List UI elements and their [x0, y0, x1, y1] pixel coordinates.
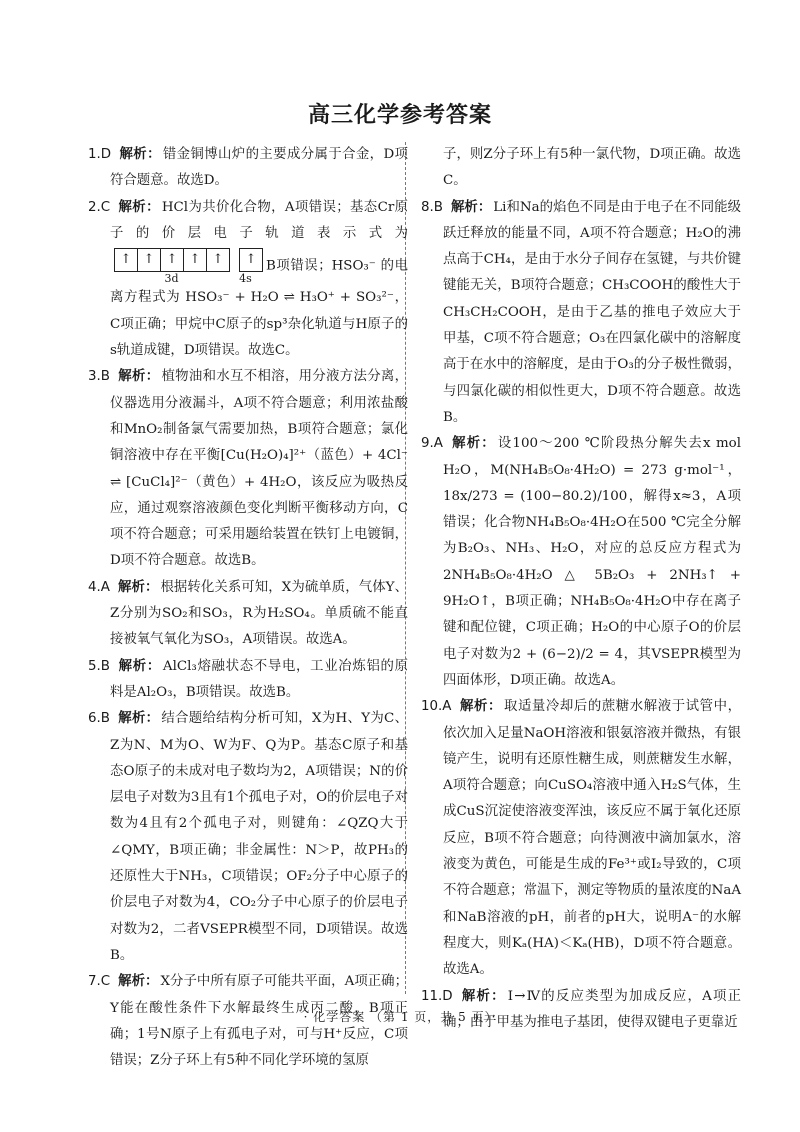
- analysis-label: 解析：: [460, 988, 506, 1004]
- orbital-label-4s: 4s: [239, 272, 252, 286]
- answer-q7-continued: 子，则Z分子环上有5种一氯代物，D项正确。故选C。: [443, 147, 741, 189]
- answer-q2: [88, 195, 408, 365]
- orbital-box-3d-5: ↑: [206, 248, 230, 272]
- right-column: [421, 142, 741, 1036]
- q7-label: 7.C: [88, 974, 111, 990]
- orbital-box-4s: ↑: [239, 248, 263, 272]
- left-column: [88, 142, 408, 1074]
- answer-q10: [421, 694, 741, 983]
- q5-label: 5.B: [88, 658, 110, 674]
- answer-q5: [88, 654, 408, 707]
- answer-q8: [421, 195, 741, 432]
- answer-q4: [88, 575, 408, 654]
- analysis-label: 解析：: [117, 711, 160, 727]
- q9-text: 设100～200 ℃阶段热分解失去x mol H₂O，M(NH₄B₅O₈·4H₂O) = 273 g·mol⁻¹，18x/273 = (100−80.2)/100，解得x≈3，A项错误；化合物NH₄B₅O₈·4H₂O在500 ℃完全分解为B₂O₃、NH₃、H₂O，对应的总反应方程式为2NH₄B₅O₈·4H₂O △ 5B₂O₃ + 2NH₃↑ + 9H₂O↑，B项正确；NH₄B₅O₈·4H₂O中存在离子键和配位键，C项正确；H₂O的中心原子O的价层电子对数为2 + (6−2)/2 = 4，其VSEPR模型为四面体形，D项正确。故选A。: [443, 436, 742, 688]
- analysis-label: 解析：: [117, 369, 160, 385]
- orbital-diagram: [114, 247, 262, 285]
- analysis-label: 解析：: [117, 579, 159, 595]
- orbital-box-3d-1: ↑: [114, 248, 138, 272]
- q3-label: 3.B: [88, 369, 110, 385]
- analysis-label: 解析：: [118, 974, 159, 990]
- q11-text: Ⅰ→Ⅳ的反应类型为加成反应，A项正确；由于甲基为推电子基团，使得双键电子更靠近: [443, 988, 742, 1030]
- q2-text-b: B项错误；HSO₃⁻ 的电离方程式为 HSO₃⁻ + H₂O ⇌ H₃O⁺ + SO₃²⁻，C项正确；甲烷中C原子的sp³杂化轨道与H原子的s轨道成键，D项错误。故选C。: [110, 258, 408, 359]
- orbital-box-3d-4: ↑: [183, 248, 207, 272]
- answer-q3: [88, 364, 408, 574]
- answer-q9: [421, 431, 741, 694]
- answer-q1: [88, 142, 408, 195]
- analysis-label: 解析：: [459, 699, 502, 715]
- q5-text: AlCl₃熔融状态不导电，工业冶炼铝的原料是Al₂O₃，B项错误。故选B。: [110, 658, 409, 700]
- orbital-box-3d-2: ↑: [137, 248, 161, 272]
- q9-label: 9.A: [421, 436, 443, 452]
- q10-text: 取适量冷却后的蔗糖水解液于试管中，依次加入足量NaOH溶液和银氨溶液并微热，有银镜产生，说明有还原性糖生成，则蔗糖发生水解，A项符合题意；向CuSO₄溶液中通入H₂S气体，生成CuS沉淀使溶液变浑浊，该反应不属于氧化还原反应，B项不符合题意；向待测液中滴加氯水，溶液变为黄色，可能是生成的Fe³⁺或I₂导致的，C项不符合题意；常温下，测定等物质的量浓度的NaA和NaB溶液的pH，前者的pH大，说明A⁻的水解程度大，则Kₐ(HA)＜Kₐ(HB)，D项不符合题意。故选A。: [443, 699, 741, 978]
- q11-label: 11.D: [421, 988, 453, 1004]
- analysis-label: 解析：: [119, 147, 161, 162]
- analysis-label: 解析：: [450, 436, 496, 452]
- q4-text: 根据转化关系可知，X为硫单质，气体Y、Z分别为SO₂和SO₃，R为H₂SO₄。单质硫不能直接被氧气氧化为SO₃，A项错误。故选A。: [110, 579, 408, 648]
- q1-label: 1.D: [88, 147, 112, 162]
- q10-label: 10.A: [421, 699, 452, 715]
- orbital-box-3d-3: ↑: [160, 248, 184, 272]
- analysis-label: 解析：: [118, 199, 160, 215]
- analysis-label: 解析：: [450, 199, 492, 215]
- q2-label: 2.C: [88, 199, 111, 215]
- q8-text: Li和Na的焰色不同是由于电子在不同能级跃迁释放的能量不同，A项不符合题意；H₂O的沸点高于CH₄，是由于水分子间存在氢键，与共价键键能无关，B项符合题意；CH₃COOH的酸性大于CH₃CH₂COOH，是由于乙基的推电子效应大于甲基，C项不符合题意；O₃在四氯化碳中的溶解度高于在水中的溶解度，是由于O₃的分子极性微弱，与四氯化碳的相似性更大，D项不符合题意。故选B。: [443, 199, 741, 425]
- q6-label: 6.B: [88, 711, 110, 727]
- page-footer: · 化学答案 （第 1 页，共 5 页）·: [303, 1010, 497, 1024]
- q6-text: 结合题给结构分析可知，X为H、Y为C、Z为N、M为O、W为F、Q为P。基态C原子和基态O原子的未成对电子数均为2，A项错误；N的价层电子对数为3且有1个孤电子对，O的价层电子对数为4且有2个孤电子对，则键角：∠QZQ大于∠QMY，B项正确；非金属性：N＞P，故PH₃的还原性大于NH₃，C项错误；OF₂分子中心原子的价层电子对数为4，CO₂分子中心原子的价层电子对数为2，二者VSEPR模型不同，D项错误。故选B。: [110, 711, 408, 963]
- orbital-labels: [114, 273, 262, 285]
- q3-text: 植物油和水互不相溶，用分液方法分离，仪器选用分液漏斗，A项不符合题意；利用浓盐酸和MnO₂制备氯气需要加热，B项符合题意；氯化铜溶液中存在平衡[Cu(H₂O)₄]²⁺（蓝色）+ 4Cl⁻ ⇌ [CuCl₄]²⁻（黄色）+ 4H₂O，该反应为吸热反应，通过观察溶液颜色变化判断平衡移动方向，C项不符合题意；可采用题给装置在铁钉上电镀铜，D项不符合题意。故选B。: [110, 369, 409, 569]
- answer-q6: [88, 706, 408, 969]
- page-title: 高三化学参考答案: [307, 103, 492, 128]
- q2-text-a: HCl为共价化合物，A项错误；基态Cr原子的价层电子轨道表示式为: [110, 199, 409, 241]
- orbital-label-3d: 3d: [164, 272, 179, 286]
- q8-label: 8.B: [421, 199, 443, 215]
- q4-label: 4.A: [88, 579, 110, 595]
- q7-text: X分子中所有原子可能共平面，A项正确；Y能在酸性条件下水解最终生成丙二酸，B项正确；1号N原子上有孤电子对，可与H⁺反应，C项错误；Z分子环上有5种不同化学环境的氢原: [110, 974, 409, 1069]
- analysis-label: 解析：: [117, 658, 161, 674]
- q1-text: 错金铜博山炉的主要成分属于合金，D项符合题意。故选D。: [110, 147, 408, 189]
